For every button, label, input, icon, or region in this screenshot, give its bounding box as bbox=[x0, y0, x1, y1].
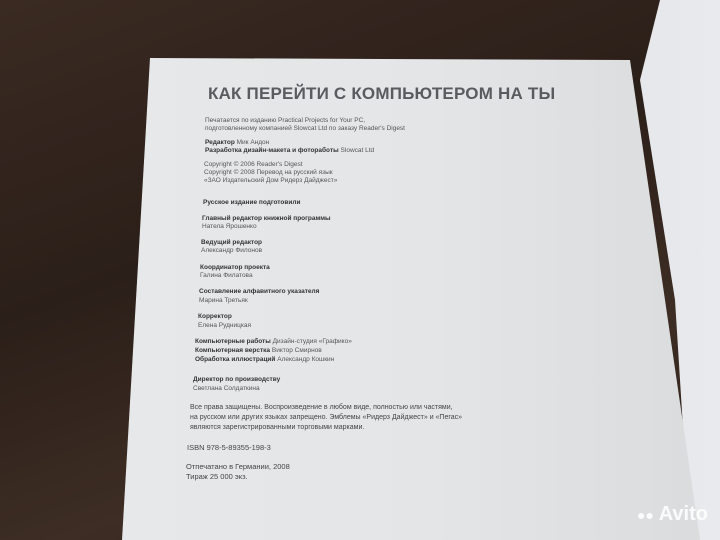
credit-role: Ведущий редактор bbox=[201, 239, 263, 246]
credit-name: Марина Третьяк bbox=[199, 297, 248, 304]
printed-info: Отпечатано в Германии, 2008 bbox=[186, 462, 290, 471]
print-run: Тираж 25 000 экз. bbox=[186, 472, 248, 481]
copyright-line: Copyright © 2008 Перевод на русский язык bbox=[204, 169, 333, 176]
design-line: Разработка дизайн-макета и фоторабoты Slowcat Ltd bbox=[205, 147, 375, 154]
rights-line: Все права защищены. Воспроизведение в любом виде, полностью или частями, bbox=[190, 404, 453, 411]
inline-credit: Обработка иллюстраций Александр Кошкин bbox=[195, 356, 335, 363]
book-title: КАК ПЕРЕЙТИ С КОМПЬЮТЕРОМ НА ТЫ bbox=[208, 84, 556, 103]
prepared-heading: Русское издание подготовили bbox=[203, 199, 301, 206]
credit-name: Александр Филонов bbox=[201, 247, 263, 254]
credit-role: Составление алфавитного указателя bbox=[199, 288, 320, 295]
intro-line: подготовленному компанией Slowcat Ltd по заказу Reader's Digest bbox=[205, 125, 405, 132]
editor-line: Редактор Мик Андон bbox=[205, 139, 270, 146]
copyright-line: Copyright © 2006 Reader's Digest bbox=[204, 161, 303, 168]
copyright-line: «ЗАО Издательский Дом Ридерз Дайджест» bbox=[204, 177, 338, 184]
inline-credit: Компьютерная верстка Виктор Смирнов bbox=[195, 347, 322, 354]
inline-credit: Компьютерные работы Дизайн-студия «Графико» bbox=[195, 338, 352, 345]
credit-role: Корректор bbox=[198, 313, 232, 320]
credit-name: Елена Рудницкая bbox=[198, 322, 251, 329]
production-name: Светлана Солдаткина bbox=[193, 385, 260, 392]
credit-name: Натела Ярошенко bbox=[202, 223, 257, 230]
production-role: Директор по производству bbox=[193, 376, 281, 383]
avito-watermark-logo: ●● Avito bbox=[636, 503, 708, 525]
credit-role: Координатор проекта bbox=[200, 264, 270, 271]
dots-icon: ●● bbox=[636, 507, 654, 523]
credit-name: Галина Филатова bbox=[200, 272, 253, 279]
rights-line: на русском или других языках запрещено. Эмблемы «Ридерз Дайджест» и «Пегас» bbox=[190, 414, 463, 421]
credit-role: Главный редактор книжной программы bbox=[202, 215, 331, 222]
intro-line: Печатается по изданию Practical Projects for Your PC, bbox=[205, 117, 366, 124]
isbn: ISBN 978-5-89355-198-3 bbox=[187, 443, 271, 452]
rights-line: являются зарегистрированными торговыми марками. bbox=[190, 424, 365, 431]
